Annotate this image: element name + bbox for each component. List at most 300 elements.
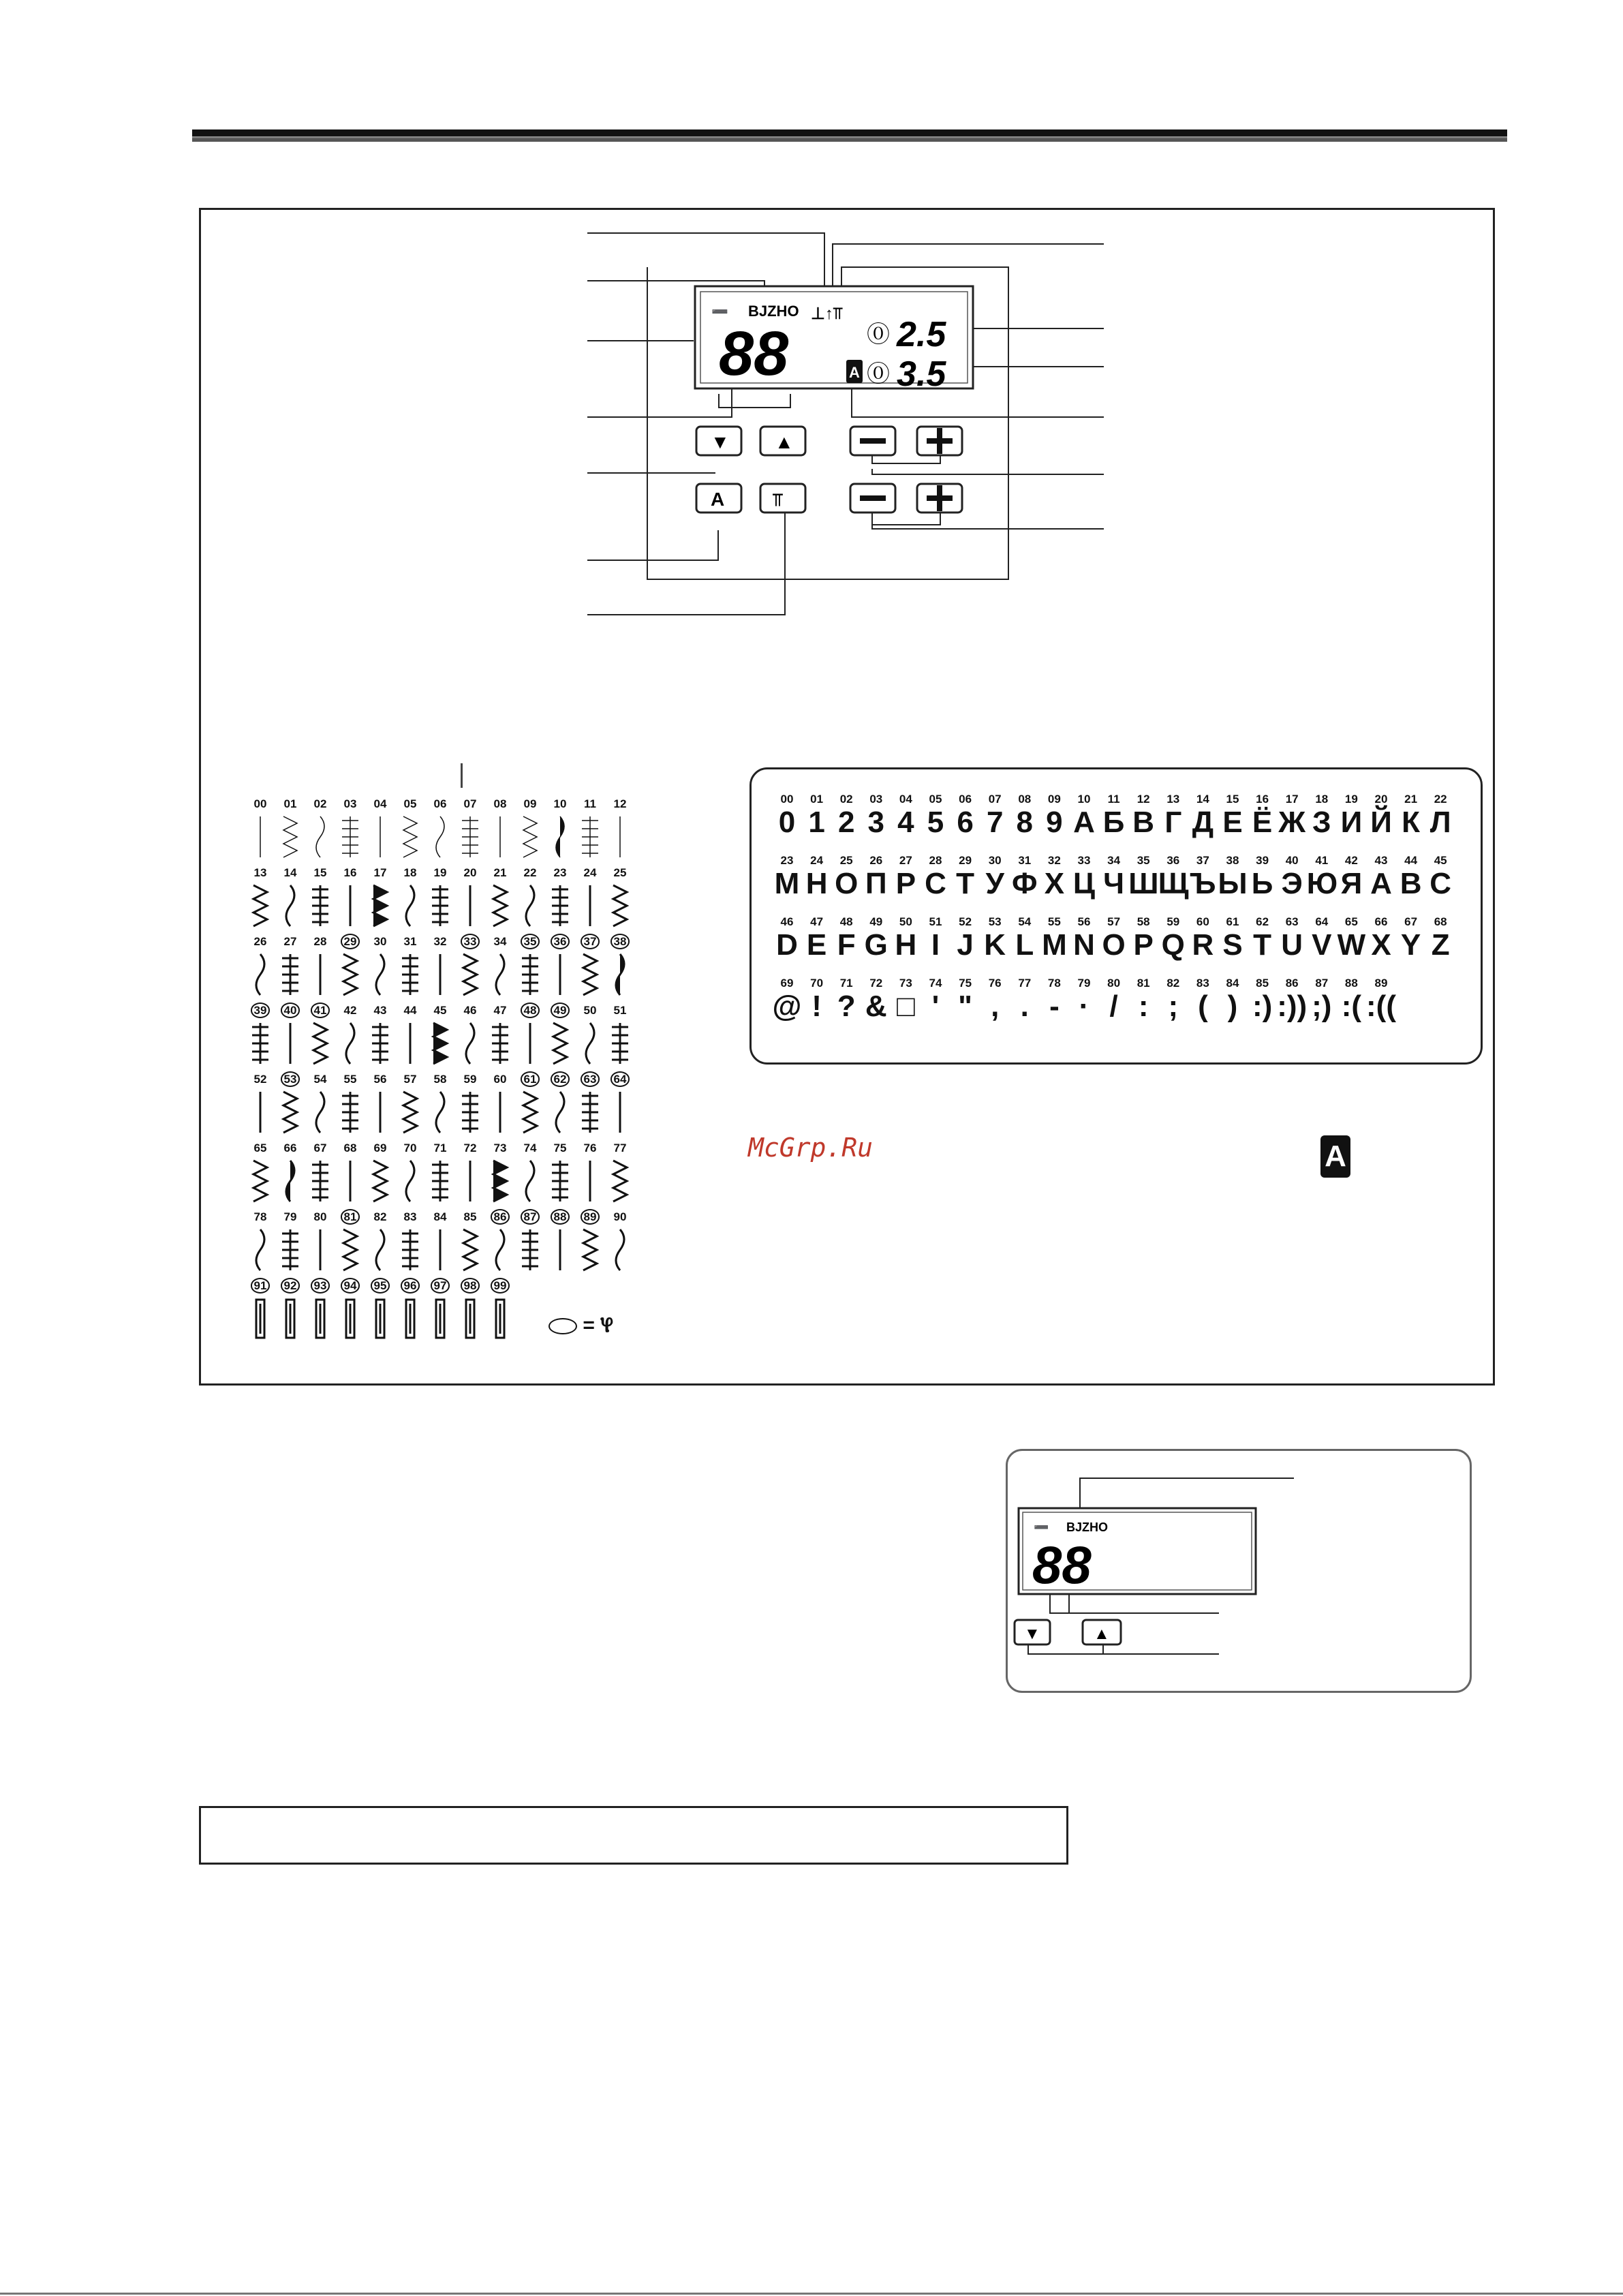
character-glyph: R (1192, 928, 1214, 962)
character-66 (1366, 915, 1396, 962)
stitch-pattern-00 (245, 797, 275, 866)
width-minus-button[interactable] (850, 427, 895, 455)
pattern-number: 76 (583, 1142, 597, 1154)
stitch-pattern-icon (249, 1090, 271, 1134)
character-08 (1010, 793, 1040, 839)
character-number: 66 (1374, 915, 1388, 928)
character-number: 00 (780, 793, 794, 806)
character-47 (802, 915, 832, 962)
character-09 (1039, 793, 1069, 839)
stitch-pattern-40 (275, 1004, 305, 1072)
character-glyph: О (835, 867, 859, 900)
pattern-number: 41 (311, 1002, 330, 1018)
stitch-pattern-14 (275, 866, 305, 934)
length-plus-button[interactable] (917, 484, 962, 512)
character-number: 78 (1047, 977, 1061, 990)
pattern-number: 92 (281, 1278, 300, 1294)
character-12 (1128, 793, 1158, 839)
stitch-pattern-25 (605, 866, 635, 934)
stitch-pattern-61 (515, 1073, 545, 1141)
width-plus-button[interactable] (917, 427, 962, 455)
stitch-pattern-95 (365, 1279, 395, 1347)
stitch-pattern-71 (425, 1142, 455, 1210)
character-glyph: Н (805, 867, 828, 900)
svg-text:▼: ▼ (711, 431, 730, 453)
character-glyph: T (1253, 928, 1272, 962)
character-71 (831, 977, 861, 1023)
character-number: 75 (959, 977, 972, 990)
pattern-number: 19 (433, 866, 447, 879)
character-glyph: Q (1161, 928, 1185, 962)
character-76 (980, 977, 1010, 1023)
character-glyph: W (1337, 928, 1366, 962)
needle-up-down-button[interactable] (760, 484, 805, 512)
character-number: 48 (839, 915, 853, 928)
stitch-pattern-28 (305, 935, 335, 1003)
character-number: 57 (1107, 915, 1121, 928)
stitch-pattern-55 (335, 1073, 365, 1141)
pattern-number: 50 (583, 1004, 597, 1017)
stitch-pattern-icon (279, 1159, 301, 1203)
character-glyph: Х (1044, 867, 1065, 900)
character-15 (1218, 793, 1248, 839)
stitch-pattern-15 (305, 866, 335, 934)
pattern-number: 25 (613, 866, 627, 879)
small-up-button[interactable] (1083, 1620, 1121, 1644)
stitch-pattern-icon (369, 1297, 391, 1341)
character-glyph: Б (1102, 806, 1125, 839)
stitch-pattern-icon (369, 1022, 391, 1065)
character-glyph: Ф (1012, 867, 1038, 900)
stitch-pattern-icon (279, 1090, 301, 1134)
pattern-number: 17 (373, 866, 387, 879)
character-glyph: Е (1222, 806, 1243, 839)
stitch-pattern-44 (395, 1004, 425, 1072)
pattern-number: 72 (463, 1142, 477, 1154)
character-glyph: И (1340, 806, 1363, 839)
character-number: 09 (1047, 793, 1061, 806)
character-number: 33 (1077, 854, 1091, 867)
character-29 (950, 854, 980, 900)
character-37 (1188, 854, 1218, 900)
stitch-pattern-icon (519, 1022, 541, 1065)
character-26 (861, 854, 891, 900)
character-glyph: А (1073, 806, 1095, 839)
character-glyph: ' (931, 990, 940, 1023)
small-lcd-digits: 88 (1032, 1535, 1092, 1595)
stitch-pattern-icon (519, 953, 541, 996)
pattern-number-display: 88 (719, 319, 789, 388)
stitch-pattern-93 (305, 1279, 335, 1347)
auto-mode-badge: A (1320, 1135, 1350, 1178)
pattern-number: 60 (493, 1073, 507, 1086)
character-44 (1396, 854, 1426, 900)
stitch-pattern-48 (515, 1004, 545, 1072)
character-glyph: X (1371, 928, 1391, 962)
stitch-pattern-78 (245, 1210, 275, 1279)
character-number: 17 (1285, 793, 1299, 806)
stitch-pattern-54 (305, 1073, 335, 1141)
character-number: 42 (1344, 854, 1358, 867)
pattern-number: 33 (461, 934, 480, 949)
stitch-pattern-icon (609, 815, 631, 859)
character-73 (891, 977, 921, 1023)
character-46 (772, 915, 802, 962)
character-glyph: S (1222, 928, 1243, 962)
stitch-pattern-icon (489, 884, 511, 928)
character-65 (1336, 915, 1366, 962)
stitch-pattern-icon (459, 1159, 481, 1203)
character-number: 13 (1166, 793, 1180, 806)
character-50 (891, 915, 921, 962)
pattern-number: 97 (431, 1278, 450, 1294)
pattern-number: 59 (463, 1073, 477, 1086)
stitch-pattern-92 (275, 1279, 305, 1347)
character-glyph: ;) (1312, 990, 1332, 1023)
stitch-pattern-45 (425, 1004, 455, 1072)
note-box (199, 1806, 1068, 1865)
stitch-pattern-42 (335, 1004, 365, 1072)
character-19 (1336, 793, 1366, 839)
stitch-pattern-57 (395, 1073, 425, 1141)
character-27 (891, 854, 921, 900)
pattern-number: 38 (610, 934, 630, 949)
pattern-number: 22 (523, 866, 537, 879)
character-number: 18 (1315, 793, 1329, 806)
stitch-pattern-39 (245, 1004, 275, 1072)
character-glyph: :) (1252, 990, 1273, 1023)
stitch-pattern-icon (549, 815, 571, 859)
pattern-number: 81 (341, 1209, 360, 1225)
pattern-number: 28 (313, 935, 327, 948)
character-22 (1425, 793, 1455, 839)
stitch-pattern-21 (485, 866, 515, 934)
pattern-number: 63 (581, 1071, 600, 1087)
pattern-number: 58 (433, 1073, 447, 1086)
pattern-number: 90 (613, 1210, 627, 1223)
character-23 (772, 854, 802, 900)
stitch-pattern-chart (245, 797, 681, 1356)
character-glyph: Ц (1072, 867, 1096, 900)
character-glyph: М (774, 867, 800, 900)
character-number: 25 (839, 854, 853, 867)
character-glyph: К (1402, 806, 1421, 839)
stitch-pattern-icon (339, 1159, 361, 1203)
stitch-pattern-icon (459, 884, 481, 928)
stitch-pattern-35 (515, 935, 545, 1003)
lcd-mode-labels: BJZHO (748, 303, 799, 320)
character-38 (1218, 854, 1248, 900)
stitch-pattern-icon (399, 1228, 421, 1272)
pattern-number: 78 (253, 1210, 267, 1223)
svg-text:➖: ➖ (1034, 1520, 1049, 1534)
character-83 (1188, 977, 1218, 1023)
character-glyph: A (1370, 867, 1392, 900)
character-02 (831, 793, 861, 839)
character-glyph: N (1073, 928, 1095, 962)
character-number: 15 (1226, 793, 1239, 806)
character-glyph: C (1429, 867, 1452, 900)
character-35 (1128, 854, 1158, 900)
character-glyph: · (1079, 990, 1089, 1023)
character-62 (1248, 915, 1278, 962)
stitch-pattern-19 (425, 866, 455, 934)
stitch-pattern-icon (249, 953, 271, 996)
character-glyph: E (806, 928, 827, 962)
stitch-pattern-icon (429, 1022, 451, 1065)
character-glyph: , (991, 990, 1000, 1023)
stitch-pattern-icon (279, 953, 301, 996)
stitch-pattern-80 (305, 1210, 335, 1279)
character-70 (802, 977, 832, 1023)
stitch-pattern-icon (309, 884, 331, 928)
pattern-number: 47 (493, 1004, 507, 1017)
pattern-number: 54 (313, 1073, 327, 1086)
character-52 (950, 915, 980, 962)
pattern-number: 74 (523, 1142, 537, 1154)
character-82 (1158, 977, 1188, 1023)
character-glyph: :)) (1277, 990, 1308, 1023)
character-53 (980, 915, 1010, 962)
pattern-number: 55 (343, 1073, 357, 1086)
stitch-pattern-icon (549, 953, 571, 996)
watermark: McGrp.Ru (748, 1133, 874, 1163)
needle-position-icons: ⊥↑⫪ (811, 305, 843, 323)
svg-text:⫪: ⫪ (773, 489, 783, 510)
character-67 (1396, 915, 1426, 962)
stitch-pattern-icon (279, 1022, 301, 1065)
stitch-pattern-icon (549, 1090, 571, 1134)
pattern-number: 31 (403, 935, 417, 948)
pattern-number: 48 (521, 1002, 540, 1018)
pattern-number: 26 (253, 935, 267, 948)
pattern-number: 24 (583, 866, 597, 879)
pattern-number: 03 (343, 797, 357, 810)
presser-foot-icon: ➖ (711, 305, 728, 320)
character-number: 31 (1018, 854, 1032, 867)
character-glyph: J (957, 928, 974, 962)
character-number: 22 (1434, 793, 1447, 806)
character-glyph: 2 (837, 806, 855, 839)
pattern-number: 02 (313, 797, 327, 810)
character-number: 69 (780, 977, 794, 990)
character-glyph: O (1102, 928, 1126, 962)
stitch-pattern-38 (605, 935, 635, 1003)
character-number: 06 (959, 793, 972, 806)
character-number: 05 (929, 793, 942, 806)
character-glyph: I (931, 928, 940, 962)
pattern-number: 91 (251, 1278, 270, 1294)
character-number: 52 (959, 915, 972, 928)
character-glyph: H (895, 928, 917, 962)
character-glyph: Ж (1278, 806, 1306, 839)
character-number: 70 (810, 977, 824, 990)
pattern-number: 84 (433, 1210, 447, 1223)
stitch-pattern-icon (279, 815, 301, 859)
character-36 (1158, 854, 1188, 900)
stitch-pattern-50 (575, 1004, 605, 1072)
stitch-pattern-10 (545, 797, 575, 866)
stitch-pattern-64 (605, 1073, 635, 1141)
stitch-pattern-icon (279, 1297, 301, 1341)
stitch-pattern-icon (609, 1159, 631, 1203)
stitch-pattern-icon (579, 884, 601, 928)
stitch-pattern-05 (395, 797, 425, 866)
stitch-pattern-icon (459, 953, 481, 996)
character-number: 80 (1107, 977, 1121, 990)
character-34 (1099, 854, 1129, 900)
character-glyph: :( (1341, 990, 1362, 1023)
character-glyph: 9 (1046, 806, 1063, 839)
stitch-pattern-26 (245, 935, 275, 1003)
stitch-pattern-33 (455, 935, 485, 1003)
stitch-pattern-icon (309, 1022, 331, 1065)
character-glyph: С (925, 867, 946, 900)
stitch-pattern-icon (399, 884, 421, 928)
character-glyph: L (1015, 928, 1034, 962)
character-number: 47 (810, 915, 824, 928)
stitch-pattern-84 (425, 1210, 455, 1279)
stitch-pattern-icon (429, 1297, 451, 1341)
stitch-pattern-65 (245, 1142, 275, 1210)
stitch-pattern-icon (429, 884, 451, 928)
character-glyph: Д (1192, 806, 1214, 839)
character-28 (921, 854, 950, 900)
character-number: 59 (1166, 915, 1180, 928)
character-number: 40 (1285, 854, 1299, 867)
stitch-pattern-icon (339, 1022, 361, 1065)
character-glyph: Я (1340, 867, 1363, 900)
character-number: 24 (810, 854, 824, 867)
stitch-pattern-81 (335, 1210, 365, 1279)
pattern-number: 44 (403, 1004, 417, 1017)
stitch-pattern-icon (579, 1159, 601, 1203)
stitch-pattern-icon (249, 1022, 271, 1065)
stitch-pattern-icon (369, 1228, 391, 1272)
character-04 (891, 793, 921, 839)
character-number: 08 (1018, 793, 1032, 806)
character-number: 77 (1018, 977, 1032, 990)
stitch-pattern-49 (545, 1004, 575, 1072)
character-number: 10 (1077, 793, 1091, 806)
pattern-number: 07 (463, 797, 477, 810)
stitch-pattern-icon (459, 1090, 481, 1134)
character-number: 19 (1344, 793, 1358, 806)
stitch-pattern-68 (335, 1142, 365, 1210)
pattern-number: 01 (283, 797, 297, 810)
stitch-pattern-icon (279, 1228, 301, 1272)
character-21 (1396, 793, 1426, 839)
pattern-number: 70 (403, 1142, 417, 1154)
character-59 (1158, 915, 1188, 962)
stitch-length-value: 3.5 (897, 354, 946, 394)
stitch-pattern-98 (455, 1279, 485, 1347)
pattern-number: 39 (251, 1002, 270, 1018)
character-48 (831, 915, 861, 962)
svg-text:▲: ▲ (775, 431, 794, 453)
pattern-number: 51 (613, 1004, 627, 1017)
stitch-pattern-icon (579, 1022, 601, 1065)
pattern-number: 52 (253, 1073, 267, 1086)
character-69 (772, 977, 802, 1023)
small-down-button[interactable] (1015, 1620, 1050, 1644)
character-number: 81 (1137, 977, 1150, 990)
pattern-number: 95 (371, 1278, 390, 1294)
character-41 (1307, 854, 1337, 900)
pattern-number: 30 (373, 935, 387, 948)
pattern-number: 79 (283, 1210, 297, 1223)
character-glyph: Й (1370, 806, 1392, 839)
character-number: 04 (899, 793, 912, 806)
pattern-number: 32 (433, 935, 447, 948)
stitch-pattern-icon (519, 1090, 541, 1134)
character-10 (1069, 793, 1099, 839)
character-glyph: / (1109, 990, 1118, 1023)
auto-button[interactable] (696, 484, 741, 512)
character-glyph: ) (1227, 990, 1238, 1023)
pattern-number: 06 (433, 797, 447, 810)
character-number: 76 (988, 977, 1002, 990)
character-glyph: Л (1429, 806, 1451, 839)
character-03 (861, 793, 891, 839)
character-24 (802, 854, 832, 900)
character-number: 30 (988, 854, 1002, 867)
pattern-up-button[interactable] (760, 427, 805, 455)
pattern-number: 73 (493, 1142, 507, 1154)
character-63 (1277, 915, 1307, 962)
stitch-pattern-24 (575, 866, 605, 934)
stitch-pattern-74 (515, 1142, 545, 1210)
length-minus-button[interactable] (850, 484, 895, 512)
chart-marker (461, 763, 463, 788)
character-05 (921, 793, 950, 839)
character-number: 68 (1434, 915, 1447, 928)
character-number: 37 (1196, 854, 1209, 867)
pattern-number: 85 (463, 1210, 477, 1223)
stitch-pattern-icon (339, 953, 361, 996)
stitch-pattern-icon (549, 1159, 571, 1203)
stitch-pattern-icon (519, 815, 541, 859)
character-number: 35 (1137, 854, 1150, 867)
pattern-number: 56 (373, 1073, 387, 1086)
stitch-pattern-79 (275, 1210, 305, 1279)
character-number: 60 (1196, 915, 1209, 928)
stitch-pattern-30 (365, 935, 395, 1003)
pattern-number: 87 (521, 1209, 540, 1225)
pattern-down-button[interactable] (696, 427, 741, 455)
character-number: 74 (929, 977, 942, 990)
pattern-number: 18 (403, 866, 417, 879)
stitch-pattern-04 (365, 797, 395, 866)
character-glyph: В (1132, 806, 1155, 839)
stitch-pattern-75 (545, 1142, 575, 1210)
pattern-number: 11 (584, 797, 596, 810)
stitch-pattern-13 (245, 866, 275, 934)
stitch-pattern-icon (369, 953, 391, 996)
pattern-number: 57 (403, 1073, 417, 1086)
character-17 (1277, 793, 1307, 839)
stitch-pattern-icon (309, 953, 331, 996)
stitch-pattern-icon (609, 1228, 631, 1272)
stitch-pattern-icon (339, 884, 361, 928)
character-glyph: @ (772, 990, 802, 1023)
character-glyph: P (1133, 928, 1154, 962)
control-panel-diagram (572, 225, 1117, 627)
character-07 (980, 793, 1010, 839)
stitch-pattern-96 (395, 1279, 425, 1347)
character-78 (1039, 977, 1069, 1023)
stitch-pattern-03 (335, 797, 365, 866)
